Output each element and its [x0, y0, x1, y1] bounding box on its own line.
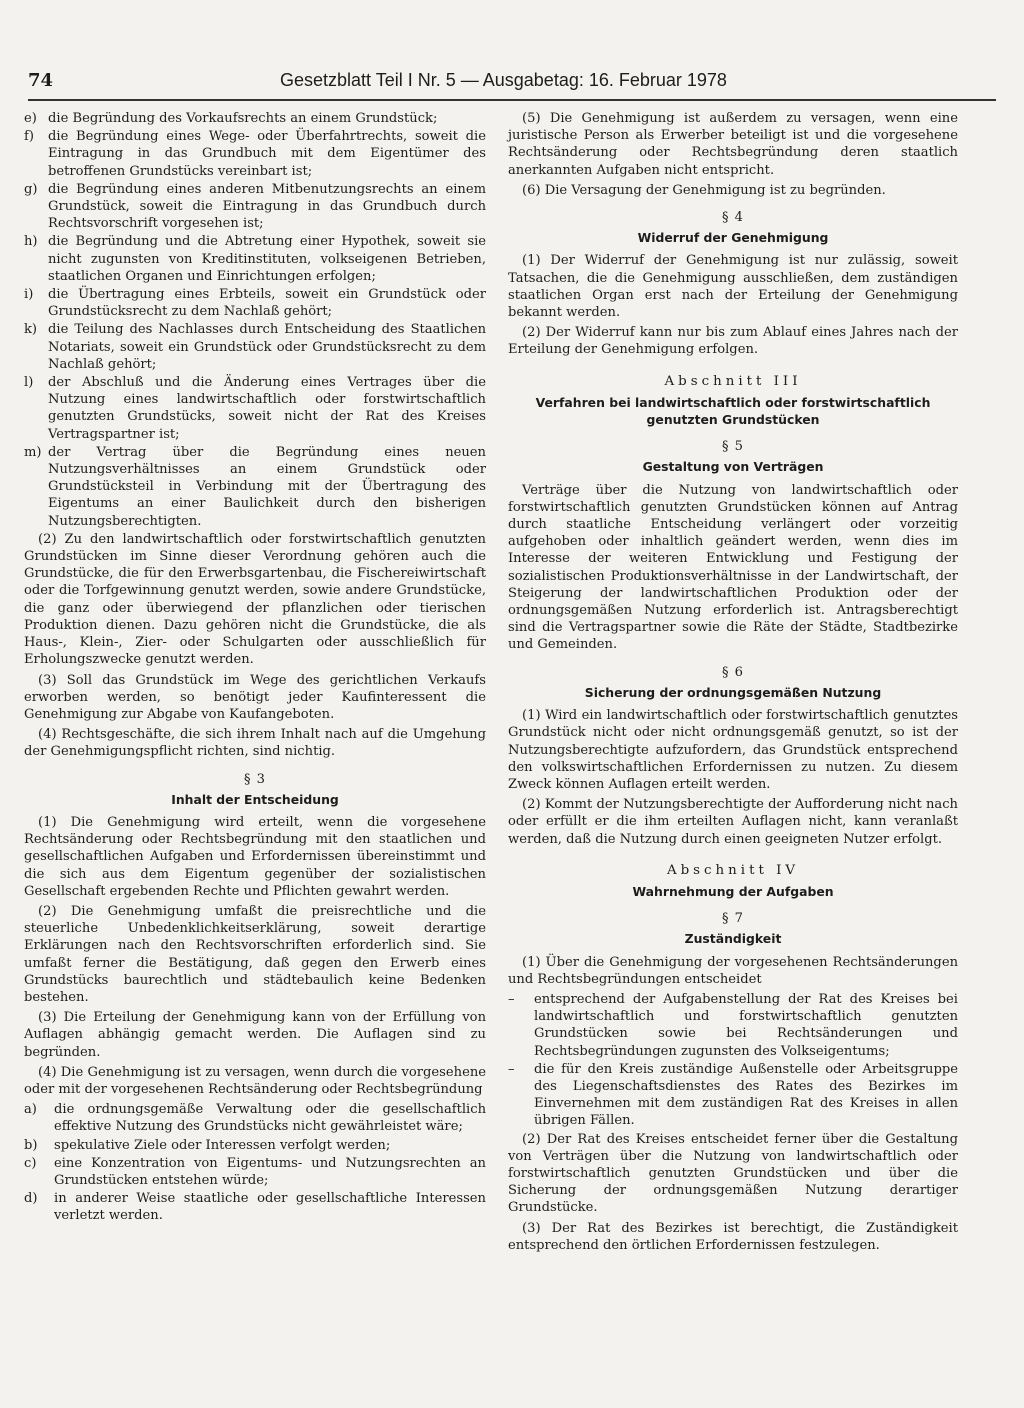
paragraph: Verträge über die Nutzung von landwirtschaftlich oder forstwirtschaftlich genutzten Grundstücken können auf Antrag durch staatliche Entscheidung verlängert oder vorzeitig aufgehoben oder inhaltlich geändert werden, wenn dies im Interesse der weiteren Entwicklung und Festigung der sozialistischen Produktionsverhältnisse in der Landwirtschaft, der Steigerung der landwirtschaftlichen Produktion oder der ordnungsgemäßen Nutzung erforderlich ist. Antragsberechtigt sind die Vertragspartner sowie die Räte der Städte, Stadtbezirke und Gemeinden. [508, 482, 958, 653]
item-label: i) [24, 287, 34, 303]
item-text: spekulative Ziele oder Interessen verfolgt werden; [54, 1137, 391, 1153]
page-number: 74 [28, 70, 54, 91]
dash-marker: – [508, 1061, 515, 1077]
paragraph: (1) Die Genehmigung wird erteilt, wenn die vorgesehene Rechtsänderung oder Rechtsbegründung mit den staatlichen und gesellschaftlichen Aufgaben und Erfordernissen übereinstimmt und die sich aus dem Eigentum gegenüber der sozialistischen Gesellschaft ergebenden Rechte und Pflichten gewahrt werden. [24, 814, 486, 899]
section-title: Gestaltung von Verträgen [642, 459, 824, 475]
item-label: b) [24, 1137, 38, 1153]
item-text: der Vertrag über die Begründung eines neuen Nutzungsverhältnisses an einem Grundstück oder Grundstücksteil in Verbindung mit der Übertragung des Eigentums an einer Baulichkeit durch den bisherigen Nutzungsberechtigten. [48, 444, 486, 529]
paragraph: (6) Die Versagung der Genehmigung ist zu begründen. [522, 182, 886, 198]
item-label: m) [24, 444, 42, 460]
paragraph: (4) Rechtsgeschäfte, die sich ihrem Inhalt nach auf die Umgehung der Genehmigungspflicht richten, sind nichtig. [24, 727, 486, 760]
item-text: die Begründung eines anderen Mitbenutzungsrechts an einem Grundstück, soweit die Eintragung in das Grundbuch durch Rechtsvorschrift vorgesehen ist; [48, 181, 486, 232]
paragraph: (2) Zu den landwirtschaftlich oder forstwirtschaftlich genutzten Grundstücken im Sinne dieser Verordnung gehören auch die Grundstücke, die für den Erwerbsgartenbau, die Fischereiwirtschaft oder die Torfgewinnung genutzt werden, sowie andere Grundstücke, die ganz oder überwiegend der pflanzlichen oder tierischen Produktion dienen. Dazu gehören nicht die Grundstücke, die als Haus-, Klein-, Zier- oder Schulgarten oder ausschließlich für Erholungszwecke genutzt werden. [24, 531, 486, 668]
item-text: die Übertragung eines Erbteils, soweit ein Grundstück oder Grundstücksrecht zu dem Nachlaß gehört; [48, 287, 486, 320]
paragraph: (2) Die Genehmigung umfaßt die preisrechtliche und die steuerliche Unbedenklichkeitserklärung, soweit derartige Erklärungen nach den Rechtsvorschriften erforderlich sind. Sie umfaßt ferner die Bestätigung, daß gegen den Erwerb eines Grundstücks baurechtlich und städtebaulich keine Bedenken bestehen. [24, 903, 486, 1005]
item-label: d) [24, 1191, 38, 1207]
section-number: § 6 [721, 664, 745, 680]
section-title: Sicherung der ordnungsgemäßen Nutzung [584, 684, 882, 700]
section-title: Inhalt der Entscheidung [171, 791, 339, 807]
item-label: g) [24, 181, 38, 197]
item-text: die für den Kreis zuständige Außenstelle oder Arbeitsgruppe des Liegenschaftsdienstes des Rates des Bezirkes im Einvernehmen mit dem zuständigen Rat des Kreises in allen übrigen Fällen. [534, 1061, 958, 1129]
right-column [508, 110, 958, 1257]
paragraph: (1) Über die Genehmigung der vorgesehenen Rechtsänderungen und Rechtsbegründungen entscheidet [508, 954, 958, 987]
paragraph: (1) Wird ein landwirtschaftlich oder forstwirtschaftlich genutztes Grundstück nicht oder nicht ordnungsgemäß genutzt, so ist der Nutzungsberechtigte aufzufordern, das Grundstück entsprechend den volkswirtschaftlichen Erfordernissen zu nutzen. Zu diesem Zweck können Auflagen erteilt werden. [508, 708, 958, 792]
chapter-title: Wahrnehmung der Aufgaben [632, 883, 834, 899]
list-item [24, 1137, 486, 1154]
item-text: in anderer Weise staatliche oder gesellschaftliche Interessen verletzt werden. [54, 1191, 486, 1224]
list-item [24, 374, 486, 443]
page-header [28, 70, 996, 96]
item-label: l) [24, 375, 34, 391]
chapter-heading: Abschnitt III [664, 373, 802, 389]
item-text: die Teilung des Nachlasses durch Entscheidung des Staatlichen Notariats, soweit ein Grundstück oder Grundstücksrecht zu dem Nachlaß gehört; [48, 322, 486, 372]
section-number: § 5 [721, 439, 745, 455]
item-label: h) [24, 234, 38, 250]
item-text: die Begründung des Vorkaufsrechts an einem Grundstück; [48, 111, 438, 126]
item-label: c) [24, 1155, 37, 1171]
list-item [24, 1190, 486, 1224]
section-number: § 3 [243, 771, 267, 787]
list-item [24, 444, 486, 530]
list-item [24, 233, 486, 285]
header-rule [28, 99, 996, 101]
list-item [24, 128, 486, 180]
left-column [24, 110, 486, 1226]
item-text: die ordnungsgemäße Verwaltung oder die gesellschaftlich effektive Nutzung des Grundstücks nicht gewährleistet wäre; [54, 1102, 486, 1135]
paragraph: (5) Die Genehmigung ist außerdem zu versagen, wenn eine juristische Person als Erwerber beteiligt ist und die vorgesehene Rechtsänderung oder Rechtsbegründung deren staatlich anerkannten Aufgaben nicht entspricht. [508, 111, 958, 178]
list-item [24, 181, 486, 233]
item-list-a-d [24, 1101, 486, 1224]
item-text: der Abschluß und die Änderung eines Vertrages über die Nutzung eines landwirtschaftlich oder forstwirtschaftlich genutzten Grundstücks, soweit nicht der Rat des Kreises Vertragspartner ist; [48, 375, 486, 442]
item-label: k) [24, 322, 38, 338]
item-text: die Begründung eines Wege- oder Überfahrtrechts, soweit die Eintragung in das Grundbuch mit dem Eigentümer des betroffenen Grundstücks vereinbart ist; [48, 129, 486, 179]
item-text: entsprechend der Aufgabenstellung der Rat des Kreises bei landwirtschaftlich und forstwirtschaftlich genutzten Grundstücken sowie bei Rechtsänderungen und Rechtsbegründungen zugunsten des Volkseigentums; [534, 991, 958, 1059]
paragraph: (2) Der Rat des Kreises entscheidet ferner über die Gestaltung von Verträgen über die Nutzung von landwirtschaftlich oder forstwirtschaftlich genutzten Grundstücken und über die Sicherung der ordnungsgemäßen Nutzung derartiger Grundstücke. [508, 1131, 958, 1216]
list-item [24, 286, 486, 320]
list-item [24, 1155, 486, 1189]
item-label: f) [24, 129, 34, 145]
paragraph: (4) Die Genehmigung ist zu versagen, wenn durch die vorgesehene oder mit der vorgesehenen Rechtsänderung oder Rechtsbegründung [24, 1064, 486, 1097]
paragraph: (2) Kommt der Nutzungsberechtigte der Aufforderung nicht nach oder erfüllt er die ihm erteilten Auflagen nicht, kann veranlaßt werden, daß die Nutzung durch einen geeigneten Nutzer erfolgt. [508, 797, 958, 847]
item-list-e-m [24, 110, 486, 530]
header-title: Gesetzblatt Teil I Nr. 5 — Ausgabetag: 16. Februar 1978 [280, 70, 727, 90]
chapter-title: Verfahren bei landwirtschaftlich oder forstwirtschaftlich genutzten Grundstücken [535, 394, 931, 428]
paragraph: (3) Der Rat des Bezirkes ist berechtigt, die Zuständigkeit entsprechend den örtlichen Erfordernissen festzulegen. [508, 1220, 958, 1253]
paragraph: (3) Soll das Grundstück im Wege des gerichtlichen Verkaufs erworben werden, so benötigt jeder Kaufinteressent die Genehmigung zur Abgabe von Kaufangeboten. [24, 672, 486, 722]
list-item [24, 1101, 486, 1135]
list-item [24, 110, 486, 127]
dash-item [508, 1061, 958, 1130]
item-label: a) [24, 1102, 37, 1118]
chapter-heading: Abschnitt IV [666, 862, 800, 878]
paragraph: (1) Der Widerruf der Genehmigung ist nur zulässig, soweit Tatsachen, die die Genehmigung ausschließen, dem zuständigen staatlichen Organ erst nach der Erteilung der Genehmigung bekannt werden. [508, 253, 958, 321]
section-number: § 4 [721, 210, 745, 226]
paragraph: (2) Der Widerruf kann nur bis zum Ablauf eines Jahres nach der Erteilung der Genehmigung erfolgen. [508, 325, 958, 358]
paragraph: (3) Die Erteilung der Genehmigung kann von der Erfüllung von Auflagen abhängig gemacht werden. Die Auflagen sind zu begründen. [24, 1010, 486, 1060]
dash-marker: – [508, 991, 515, 1007]
section-title: Widerruf der Genehmigung [637, 230, 829, 246]
item-label: e) [24, 111, 37, 126]
section-title: Zuständigkeit [684, 931, 782, 947]
list-item [24, 321, 486, 373]
item-text: die Begründung und die Abtretung einer Hypothek, soweit sie nicht zugunsten von Kreditinstituten, volkseigenen Betrieben, staatlichen Organen und Einrichtungen erfolgen; [48, 234, 486, 284]
dash-item [508, 991, 958, 1060]
item-text: eine Konzentration von Eigentums- und Nutzungsrechten an Grundstücken entstehen würde; [54, 1155, 486, 1188]
section-number: § 7 [721, 911, 745, 927]
